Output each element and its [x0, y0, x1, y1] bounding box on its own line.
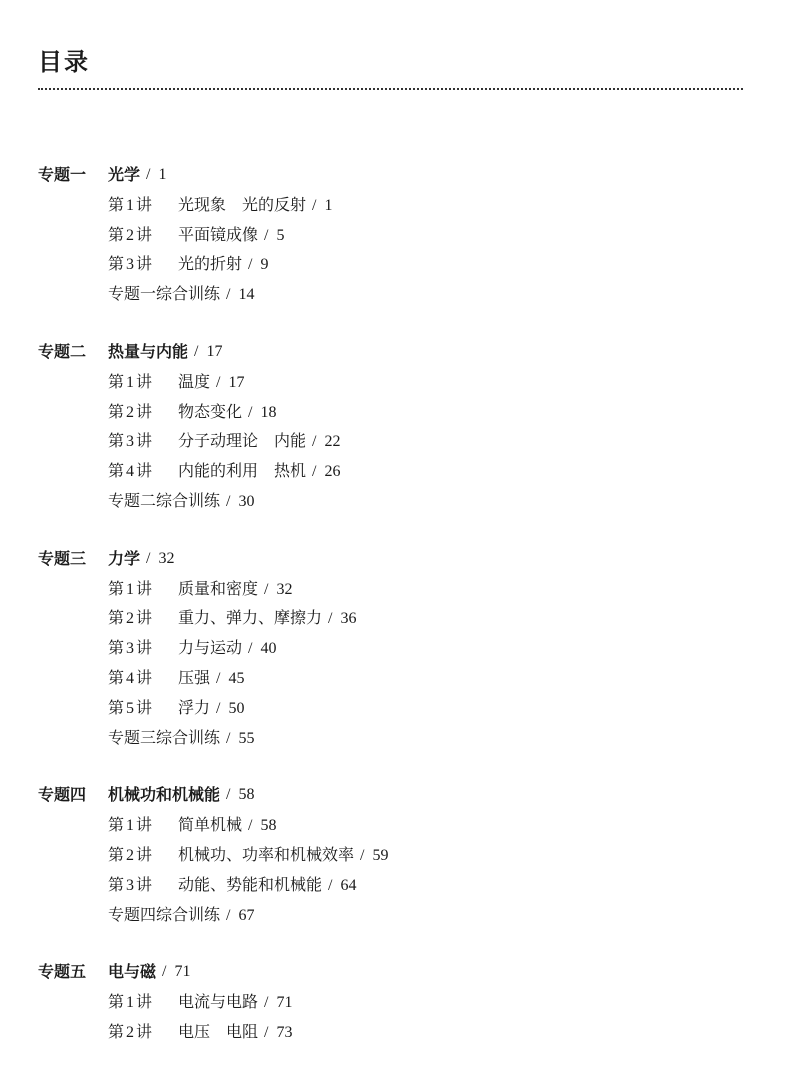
lesson-title: 光的折射 — [178, 254, 243, 274]
lesson-title: 光现象 光的反射 — [178, 194, 307, 214]
separator-slash: / — [328, 876, 333, 894]
lesson-title: 温度 — [178, 371, 211, 391]
lesson-number — [108, 663, 178, 694]
separator-slash: / — [216, 669, 221, 687]
lesson-number-prefix: 第 — [108, 697, 125, 717]
lesson-number-prefix: 第 — [108, 371, 125, 391]
separator-slash: / — [226, 786, 231, 804]
lesson-number-prefix: 第 — [108, 461, 125, 481]
lesson-number-value: 1 — [126, 196, 135, 214]
lesson-page-number: 73 — [276, 1023, 293, 1041]
lesson-number — [108, 840, 178, 871]
lesson-page-number: 1 — [324, 196, 333, 214]
lesson-number — [108, 397, 178, 428]
lesson-title: 力与运动 — [178, 638, 243, 658]
lesson-title: 简单机械 — [178, 815, 243, 835]
section-heading[interactable] — [38, 957, 748, 987]
section-page-number: 1 — [158, 166, 167, 183]
lesson-entry[interactable] — [38, 1017, 748, 1047]
section-name: 机械功和机械能 — [108, 785, 221, 805]
lesson-number-prefix: 第 — [108, 992, 125, 1012]
summary-page-number: 30 — [238, 492, 255, 510]
lesson-number-prefix: 第 — [108, 815, 125, 835]
lesson-page-number: 59 — [372, 846, 389, 864]
section-number: 专题二 — [38, 341, 87, 361]
separator-slash: / — [226, 729, 231, 747]
summary-entry[interactable] — [38, 486, 748, 516]
lesson-number-value: 4 — [126, 463, 135, 481]
lesson-number — [108, 603, 178, 634]
section-number: 专题五 — [38, 962, 87, 982]
separator-slash: / — [146, 166, 151, 183]
lesson-page-number: 40 — [260, 640, 277, 658]
section-page-number: 32 — [158, 549, 175, 567]
lesson-title: 分子动理论 内能 — [178, 431, 307, 451]
separator-slash: / — [264, 994, 269, 1012]
lesson-number-value: 2 — [126, 846, 135, 864]
lesson-number-value: 2 — [126, 226, 135, 244]
lesson-number — [108, 249, 178, 280]
lesson-entry[interactable] — [38, 663, 748, 693]
separator-slash: / — [328, 610, 333, 628]
lesson-title: 物态变化 — [178, 401, 243, 421]
lesson-page-number: 18 — [260, 403, 277, 421]
lesson-number-prefix: 第 — [108, 667, 125, 687]
lesson-number-suffix: 讲 — [136, 578, 153, 598]
separator-slash: / — [248, 640, 253, 658]
section-page-number: 17 — [206, 342, 223, 360]
title-dotted-rule — [38, 88, 743, 90]
lesson-number-value: 2 — [126, 1023, 135, 1041]
lesson-number — [108, 367, 178, 398]
lesson-number — [108, 190, 178, 221]
separator-slash: / — [248, 817, 253, 835]
lesson-title: 内能的利用 热机 — [178, 461, 307, 481]
summary-page-number: 67 — [238, 906, 255, 924]
lesson-page-number: 71 — [276, 994, 293, 1012]
lesson-number-suffix: 讲 — [136, 1021, 153, 1041]
section-number: 专题一 — [38, 165, 87, 184]
separator-slash: / — [226, 492, 231, 510]
section-name: 光学 — [108, 165, 141, 184]
lesson-number — [108, 633, 178, 664]
lesson-entry[interactable] — [38, 367, 748, 397]
page-title: 目录 — [38, 48, 90, 76]
separator-slash: / — [264, 226, 269, 244]
lesson-page-number: 58 — [260, 817, 277, 835]
lesson-number-prefix: 第 — [108, 638, 125, 658]
separator-slash: / — [146, 549, 151, 567]
section-heading[interactable] — [38, 544, 748, 574]
lesson-number-prefix: 第 — [108, 1021, 125, 1041]
lesson-number-suffix: 讲 — [136, 844, 153, 864]
separator-slash: / — [312, 196, 317, 214]
lesson-number-suffix: 讲 — [136, 194, 153, 214]
toc-section — [38, 780, 748, 929]
lesson-number — [108, 987, 178, 1018]
lesson-entry[interactable] — [38, 987, 748, 1017]
lesson-entry[interactable] — [38, 249, 748, 279]
lesson-page-number: 64 — [340, 876, 357, 894]
toc-section — [38, 957, 748, 1046]
section-heading[interactable] — [38, 160, 748, 190]
section-name: 热量与内能 — [108, 341, 189, 361]
lesson-entry[interactable] — [38, 633, 748, 663]
lesson-page-number: 17 — [228, 373, 245, 391]
lesson-entry[interactable] — [38, 190, 748, 220]
lesson-number — [108, 426, 178, 457]
lesson-number — [108, 456, 178, 487]
summary-page-number: 14 — [238, 286, 255, 304]
lesson-number-value: 3 — [126, 876, 135, 894]
lesson-number-suffix: 讲 — [136, 638, 153, 658]
toc-section — [38, 160, 748, 309]
separator-slash: / — [248, 256, 253, 274]
section-heading[interactable] — [38, 337, 748, 367]
separator-slash: / — [162, 963, 167, 981]
lesson-number-prefix: 第 — [108, 254, 125, 274]
lesson-title: 浮力 — [178, 697, 211, 717]
separator-slash: / — [226, 286, 231, 304]
lesson-number-value: 3 — [126, 256, 135, 274]
lesson-number-suffix: 讲 — [136, 992, 153, 1012]
lesson-entry[interactable] — [38, 693, 748, 723]
summary-title: 专题四综合训练 — [108, 904, 221, 924]
separator-slash: / — [312, 463, 317, 481]
lesson-number-value: 5 — [126, 699, 135, 717]
lesson-number-suffix: 讲 — [136, 608, 153, 628]
section-name: 力学 — [108, 548, 141, 568]
lesson-title: 电流与电路 — [178, 992, 259, 1012]
separator-slash: / — [360, 846, 365, 864]
lesson-number-prefix: 第 — [108, 431, 125, 451]
lesson-number-suffix: 讲 — [136, 431, 153, 451]
lesson-page-number: 26 — [324, 463, 341, 481]
lesson-title: 电压 电阻 — [178, 1021, 259, 1041]
lesson-number-prefix: 第 — [108, 874, 125, 894]
lesson-number-prefix: 第 — [108, 401, 125, 421]
summary-page-number: 55 — [238, 729, 255, 747]
section-page-number: 58 — [238, 786, 255, 804]
lesson-number — [108, 574, 178, 605]
lesson-page-number: 5 — [276, 226, 285, 244]
lesson-number-suffix: 讲 — [136, 815, 153, 835]
summary-title: 专题三综合训练 — [108, 727, 221, 747]
lesson-number-suffix: 讲 — [136, 371, 153, 391]
lesson-entry[interactable] — [38, 810, 748, 840]
lesson-entry[interactable] — [38, 220, 748, 250]
lesson-number-suffix: 讲 — [136, 224, 153, 244]
lesson-entry[interactable] — [38, 603, 748, 633]
summary-title: 专题一综合训练 — [108, 284, 221, 304]
toc-section — [38, 544, 748, 753]
section-heading[interactable] — [38, 780, 748, 810]
lesson-number-value: 2 — [126, 403, 135, 421]
lesson-title: 压强 — [178, 667, 211, 687]
section-number: 专题三 — [38, 548, 87, 568]
separator-slash: / — [216, 699, 221, 717]
lesson-number — [108, 1017, 178, 1048]
lesson-title: 机械功、功率和机械效率 — [178, 844, 355, 864]
lesson-number — [108, 693, 178, 724]
lesson-number-suffix: 讲 — [136, 401, 153, 421]
separator-slash: / — [264, 1023, 269, 1041]
lesson-entry[interactable] — [38, 397, 748, 427]
lesson-number-suffix: 讲 — [136, 874, 153, 894]
lesson-title: 质量和密度 — [178, 578, 259, 598]
separator-slash: / — [312, 433, 317, 451]
lesson-number-value: 1 — [126, 994, 135, 1012]
lesson-entry[interactable] — [38, 426, 748, 456]
separator-slash: / — [194, 342, 199, 360]
lesson-number-prefix: 第 — [108, 224, 125, 244]
table-of-contents — [38, 160, 748, 1075]
lesson-page-number: 45 — [228, 669, 245, 687]
lesson-title: 平面镜成像 — [178, 224, 259, 244]
section-number: 专题四 — [38, 785, 87, 805]
lesson-number-value: 3 — [126, 640, 135, 658]
lesson-number — [108, 810, 178, 841]
lesson-number-value: 1 — [126, 580, 135, 598]
lesson-number-value: 4 — [126, 669, 135, 687]
lesson-number-suffix: 讲 — [136, 254, 153, 274]
lesson-number-prefix: 第 — [108, 608, 125, 628]
lesson-number-value: 3 — [126, 433, 135, 451]
lesson-number — [108, 220, 178, 251]
summary-entry[interactable] — [38, 723, 748, 753]
separator-slash: / — [264, 580, 269, 598]
lesson-page-number: 36 — [340, 610, 357, 628]
lesson-page-number: 50 — [228, 699, 245, 717]
lesson-number-prefix: 第 — [108, 844, 125, 864]
lesson-page-number: 9 — [260, 256, 269, 274]
lesson-title: 重力、弹力、摩擦力 — [178, 608, 323, 628]
lesson-number-suffix: 讲 — [136, 461, 153, 481]
separator-slash: / — [248, 403, 253, 421]
lesson-number-prefix: 第 — [108, 194, 125, 214]
lesson-number-value: 1 — [126, 373, 135, 391]
separator-slash: / — [216, 373, 221, 391]
summary-entry[interactable] — [38, 900, 748, 930]
lesson-number — [108, 870, 178, 901]
separator-slash: / — [226, 906, 231, 924]
lesson-entry[interactable] — [38, 456, 748, 486]
lesson-number-prefix: 第 — [108, 578, 125, 598]
lesson-title: 动能、势能和机械能 — [178, 874, 323, 894]
lesson-page-number: 22 — [324, 433, 341, 451]
toc-section — [38, 337, 748, 516]
summary-title: 专题二综合训练 — [108, 490, 221, 510]
lesson-number-suffix: 讲 — [136, 667, 153, 687]
section-page-number: 71 — [174, 963, 191, 981]
lesson-entry[interactable] — [38, 840, 748, 870]
lesson-entry[interactable] — [38, 870, 748, 900]
lesson-number-value: 2 — [126, 610, 135, 628]
summary-entry[interactable] — [38, 279, 748, 309]
lesson-number-suffix: 讲 — [136, 697, 153, 717]
lesson-entry[interactable] — [38, 574, 748, 604]
lesson-number-value: 1 — [126, 817, 135, 835]
lesson-page-number: 32 — [276, 580, 293, 598]
section-name: 电与磁 — [108, 962, 157, 982]
